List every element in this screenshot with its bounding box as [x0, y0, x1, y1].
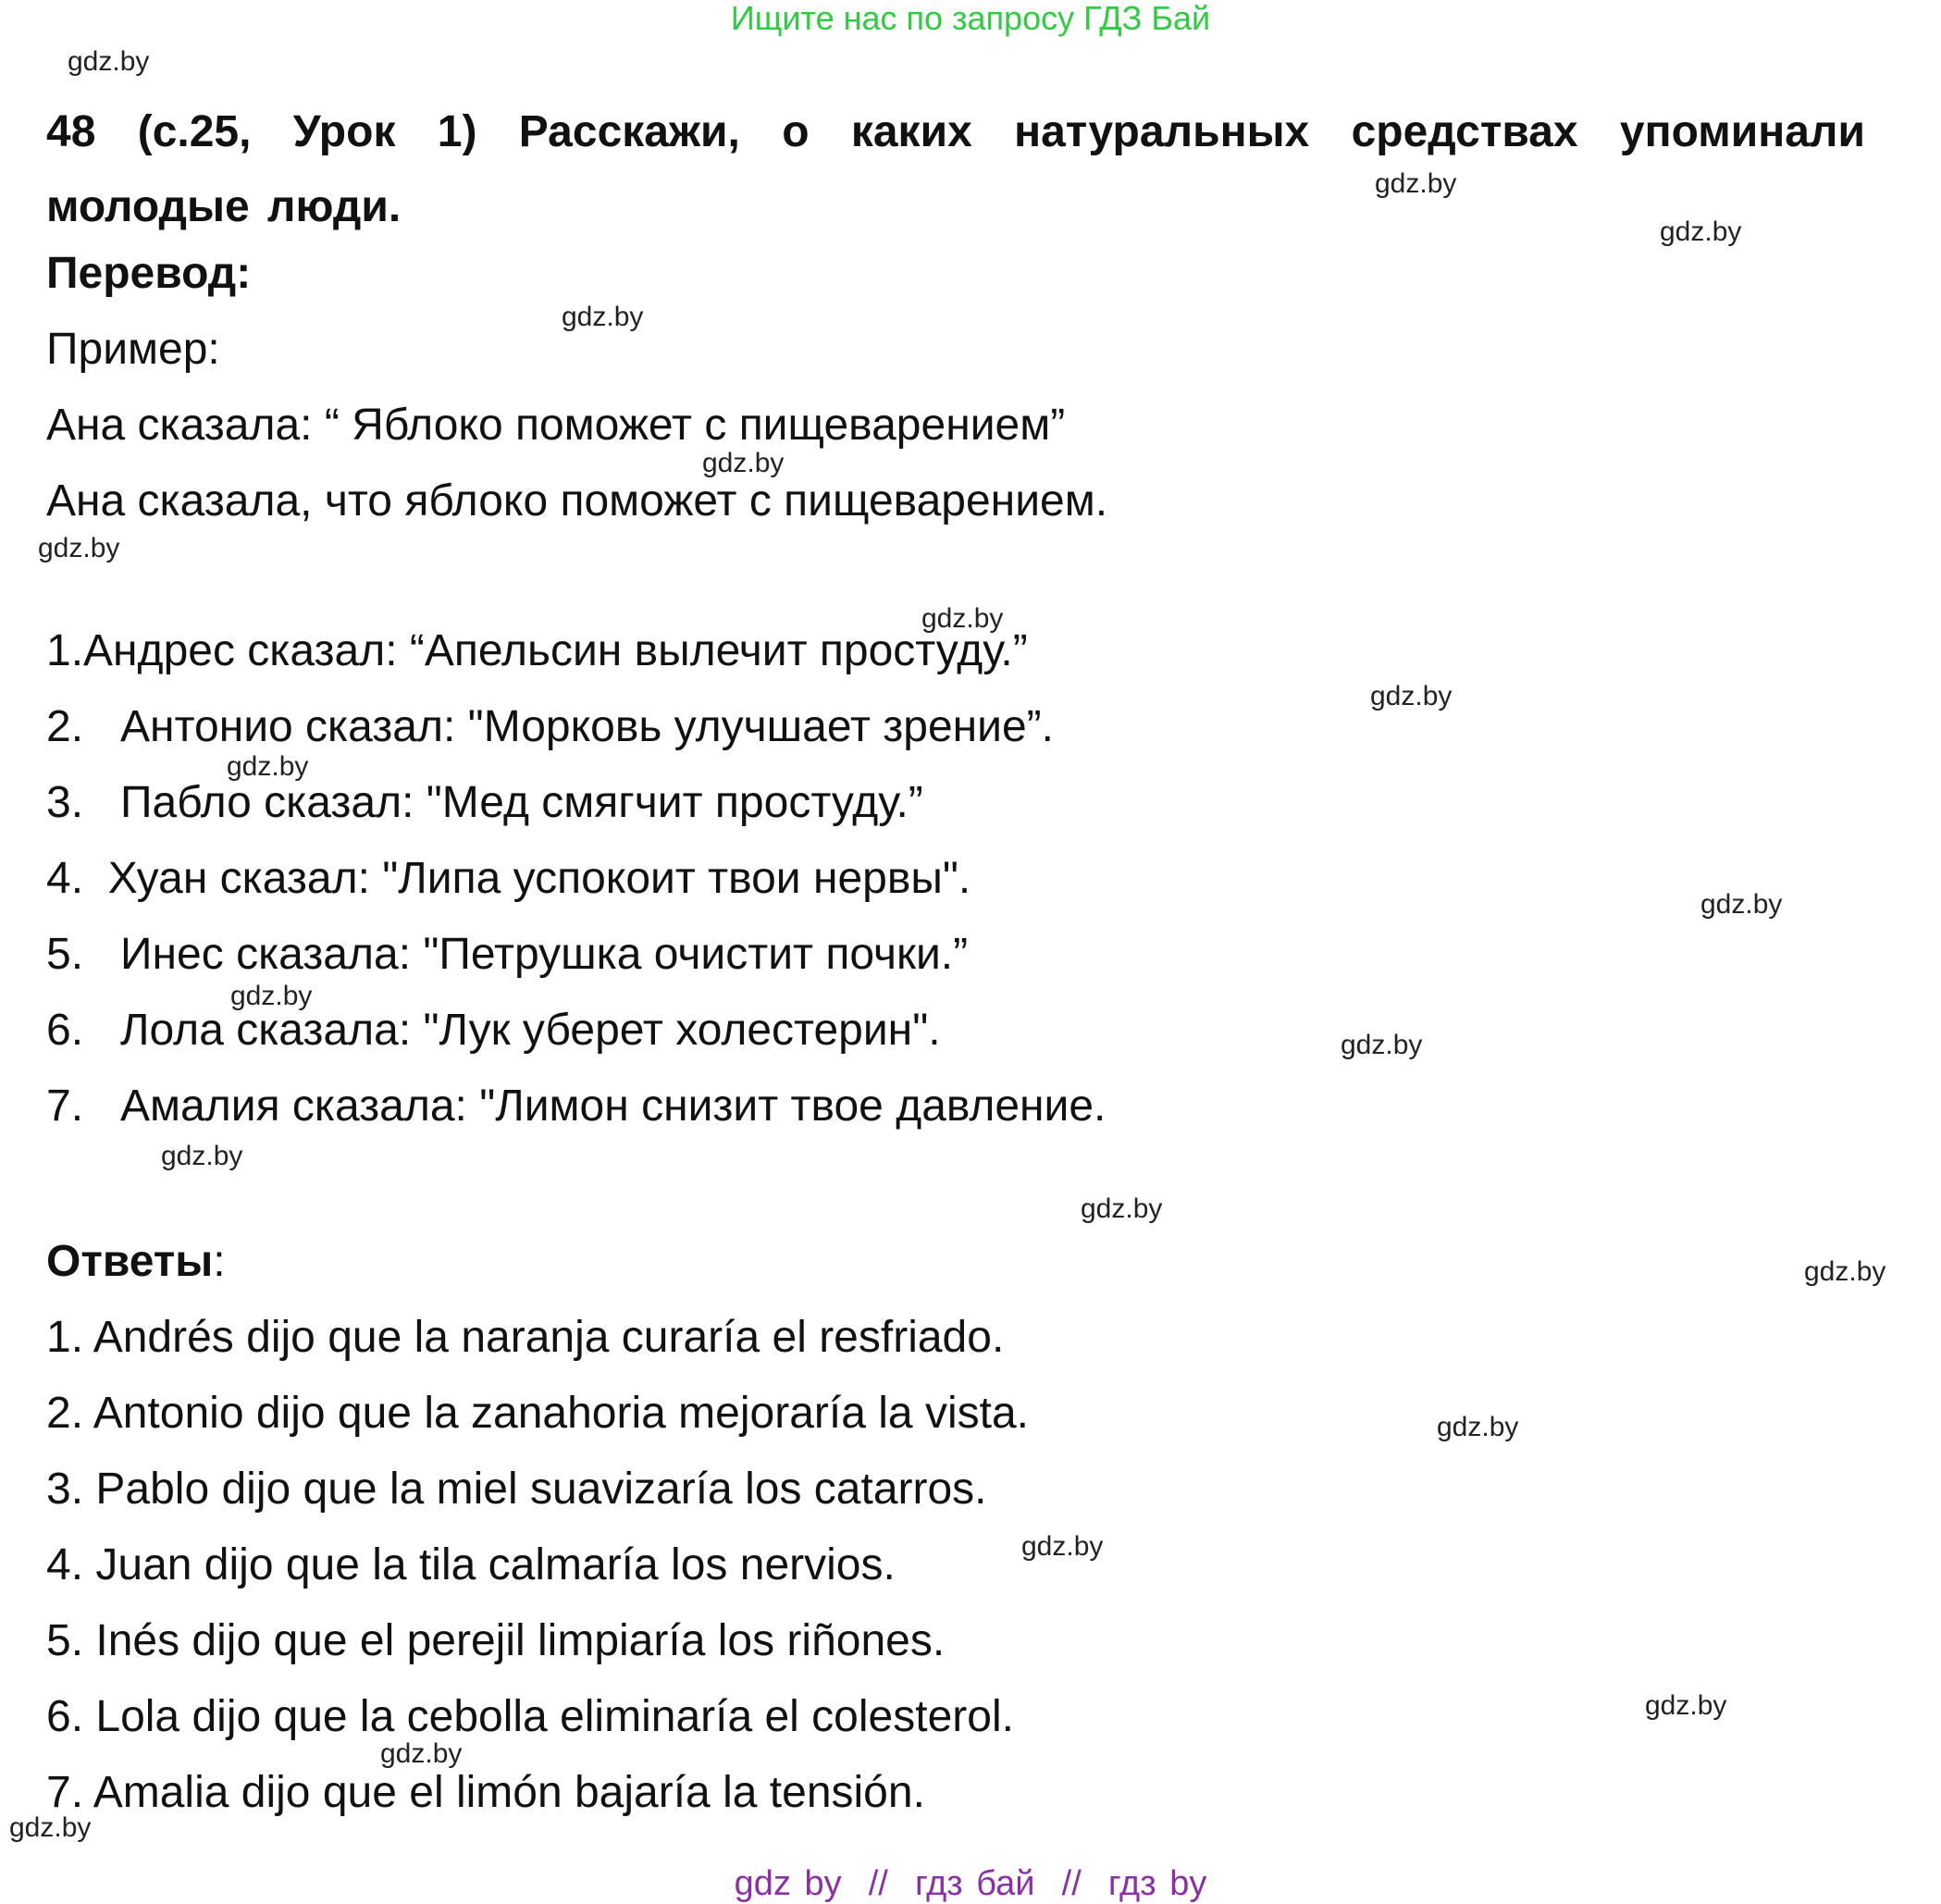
example-reported-speech: Ана сказала, что яблоко поможет с пищеварением. — [46, 476, 1108, 525]
watermark: gdz.by — [1021, 1531, 1104, 1562]
watermark: gdz.by — [702, 448, 785, 478]
example-label: Пример: — [46, 325, 220, 374]
watermark: gdz.by — [1804, 1256, 1886, 1287]
translation-item: 4. Хуан сказал: "Липа успокоит твои нервы". — [46, 854, 971, 903]
watermark: gdz.by — [1370, 681, 1453, 711]
watermark: gdz.by — [1437, 1412, 1519, 1442]
answers-heading — [46, 1236, 226, 1288]
example-direct-speech: Ана сказала: “ Яблоко поможет с пищеварением” — [46, 401, 1066, 450]
search-banner: Ищите нас по запросу ГДЗ Бай — [730, 0, 1211, 37]
watermark: gdz.by — [38, 533, 120, 563]
translation-item: 1.Андрес сказал: “Апельсин вылечит простуду.” — [46, 626, 1028, 675]
answers-heading-colon: : — [213, 1237, 226, 1286]
translation-item: 5. Инес сказала: "Петрушка очистит почки.” — [46, 930, 969, 979]
watermark: gdz.by — [227, 751, 309, 782]
translation-item: 3. Пабло сказал: "Мед смягчит простуду.” — [46, 778, 923, 827]
watermark: gdz.by — [1660, 216, 1742, 247]
answer-item: 4. Juan dijo que la tila calmaría los nervios. — [46, 1540, 896, 1589]
watermark: gdz.by — [230, 981, 313, 1011]
watermark: gdz.by — [1341, 1030, 1423, 1060]
answers-heading-text: Ответы — [46, 1237, 214, 1286]
translation-item: 7. Амалия сказала: "Лимон снизит твое давление. — [46, 1082, 1106, 1131]
watermark: gdz.by — [1645, 1690, 1727, 1721]
answer-item: 7. Amalia dijo que el limón bajaría la tensión. — [46, 1768, 925, 1817]
answer-item: 3. Pablo dijo que la miel suavizaría los catarros. — [46, 1465, 987, 1514]
answer-item: 1. Andrés dijo que la naranja curaría el resfriado. — [46, 1313, 1005, 1362]
watermark: gdz.by — [380, 1738, 463, 1769]
watermark: gdz.by — [9, 1812, 92, 1843]
watermark: gdz.by — [562, 302, 644, 332]
watermark: gdz.by — [1700, 889, 1783, 920]
translation-item: 6. Лола сказала: "Лук уберет холестерин". — [46, 1006, 941, 1055]
answer-item: 6. Lola dijo que la cebolla eliminaría el colesterol. — [46, 1692, 1014, 1741]
translation-heading: Перевод: — [46, 249, 252, 298]
task-title: 48 (с.25, Урок 1) Расскажи, о каких натуральных средствах упоминали молодые люди. — [46, 107, 1865, 231]
watermark: gdz.by — [1081, 1193, 1163, 1224]
translation-item: 2. Антонио сказал: "Морковь улучшает зрение”. — [46, 702, 1054, 751]
watermark: gdz.by — [921, 603, 1004, 634]
watermark: gdz.by — [1375, 168, 1457, 199]
watermark: gdz.by — [161, 1141, 243, 1171]
footer-links: gdz by // гдз бай // гдз by — [734, 1864, 1207, 1903]
watermark: gdz.by — [68, 46, 150, 77]
answer-item: 5. Inés dijo que el perejil limpiaría los riñones. — [46, 1616, 946, 1665]
answer-item: 2. Antonio dijo que la zanahoria mejoraría la vista. — [46, 1389, 1029, 1438]
